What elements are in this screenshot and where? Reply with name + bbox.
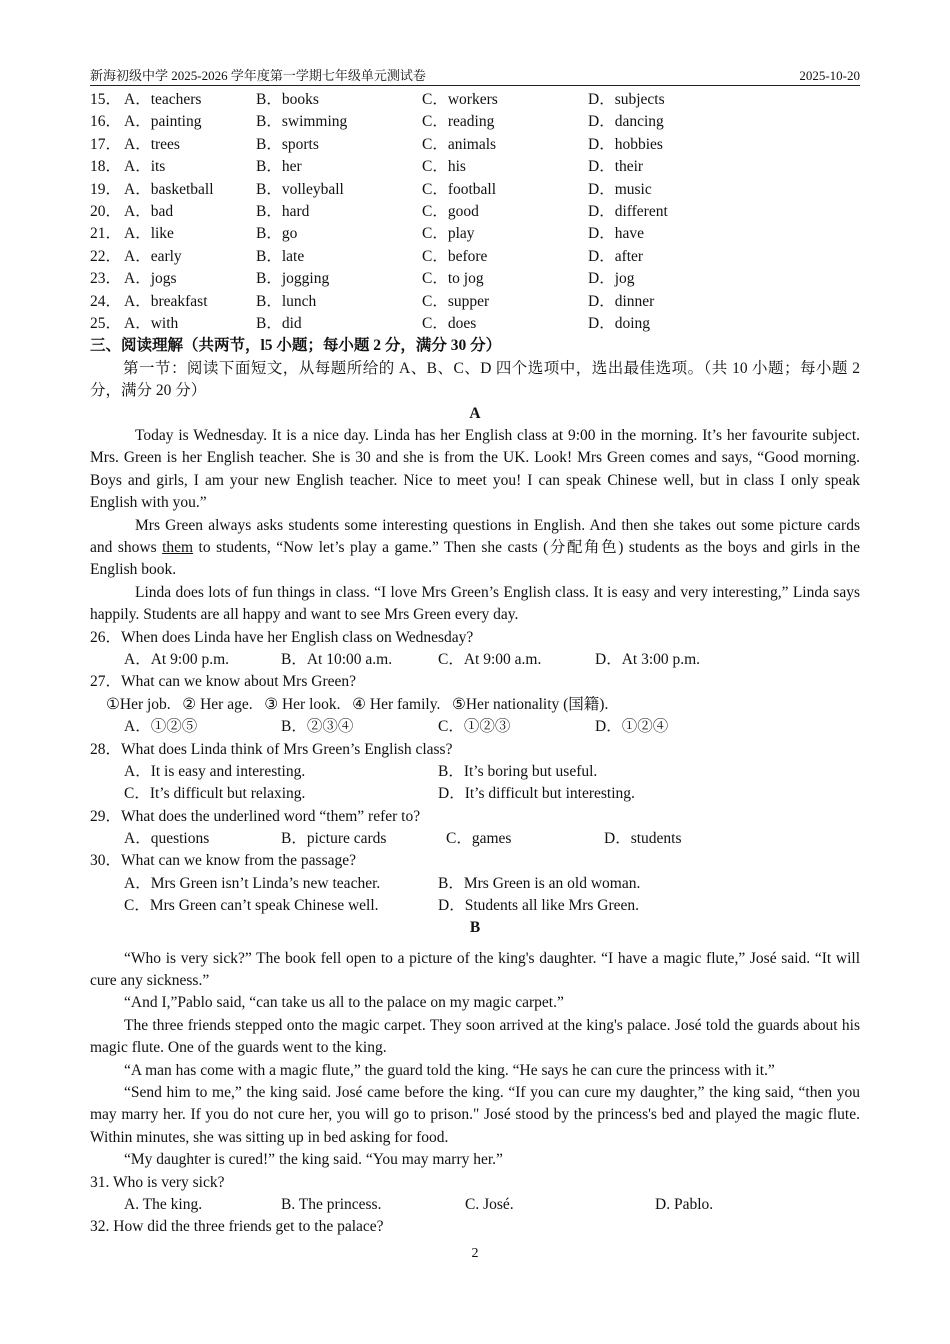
cloze-option-d: D．jog (588, 270, 635, 288)
q31-option-a: A. The king. (124, 1196, 203, 1214)
cloze-option-a: A．teachers (124, 91, 202, 108)
cloze-option-c: C．football (422, 180, 497, 198)
q29-option-a: A．questions (124, 830, 210, 848)
q29-option-c: C．games (446, 830, 512, 848)
question-32-stem: 32. How did the three friends get to the palace? (90, 1218, 384, 1236)
q30-option-c: C．Mrs Green can’t speak Chinese well. (124, 897, 379, 915)
cloze-option-b: B．late (256, 247, 305, 265)
cloze-option-row (90, 111, 860, 133)
q30-option-a: A．Mrs Green isn’t Linda’s new teacher. (124, 874, 381, 892)
question-29-stem: 29．What does the underlined word “them” refer to? (90, 807, 421, 825)
q27-option-c: C．①②③ (438, 718, 511, 736)
question-28-options-row-1 (90, 761, 860, 783)
q28-option-a: A．It is easy and interesting. (124, 762, 306, 780)
question-number: 15． (90, 91, 122, 108)
cloze-option-d: D．dancing (588, 113, 664, 131)
question-26-options (90, 649, 860, 671)
q27-option-a: A．①②⑤ (124, 718, 198, 736)
passage-b-paragraph-6: “My daughter is cured!” the king said. “You may marry her.” (124, 1151, 503, 1169)
cloze-option-b: B．her (256, 158, 302, 176)
question-27-options (90, 716, 860, 738)
cloze-option-a: A．basketball (124, 180, 214, 198)
question-number: 22． (90, 247, 122, 265)
cloze-option-row (90, 156, 860, 178)
cloze-option-row (90, 223, 860, 245)
cloze-option-d: D．have (588, 225, 644, 243)
q26-option-b: B．At 10:00 a.m. (281, 650, 393, 668)
cloze-option-a: A．early (124, 247, 182, 265)
cloze-option-d: D．different (588, 202, 668, 220)
cloze-option-d: D．music (588, 180, 652, 198)
cloze-option-c: C．workers (422, 91, 498, 108)
q30-option-b: B．Mrs Green is an old woman. (438, 874, 641, 892)
header-date: 2025-10-20 (799, 68, 860, 83)
question-number: 18． (90, 158, 122, 176)
q28-option-b: B．It’s boring but useful. (438, 762, 598, 780)
cloze-option-a: A．trees (124, 135, 180, 153)
cloze-option-a: A．breakfast (124, 292, 208, 310)
cloze-option-a: A．bad (124, 202, 174, 220)
q26-option-d: D．At 3:00 p.m. (595, 650, 701, 668)
question-28-options-row-2 (90, 783, 860, 805)
cloze-option-row (90, 246, 860, 268)
passage-a-paragraph-3: Linda does lots of fun things in class. “I love Mrs Green’s English class. It is easy and very interesting,” Linda says happily. Students are all happy and want to see Mrs Green every day. (90, 583, 860, 624)
question-29-options (90, 828, 860, 850)
passage-b-paragraph-2: “And I,”Pablo said, “can take us all to the palace on my magic carpet.” (124, 994, 564, 1012)
question-number: 20． (90, 202, 122, 220)
cloze-option-row (90, 134, 860, 156)
passage-a-label: A (469, 404, 481, 422)
cloze-option-c: C．to jog (422, 270, 484, 288)
cloze-option-b: B．volleyball (256, 180, 344, 198)
q29-option-d: D．students (604, 830, 682, 848)
q31-option-c: C. José. (465, 1196, 514, 1214)
q27-option-b: B．②③④ (281, 718, 354, 736)
cloze-option-d: D．subjects (588, 91, 665, 108)
question-26-stem: 26．When does Linda have her English class on Wednesday? (90, 628, 474, 646)
passage-b-paragraph-1: “Who is very sick?” The book fell open to a picture of the king's daughter. “I have a magic flute,” José said. “It will cure any sickness.” (90, 949, 860, 990)
exam-page (90, 66, 860, 1239)
cloze-options-list (90, 89, 860, 335)
cloze-option-d: D．doing (588, 314, 651, 332)
cloze-option-c: C．supper (422, 292, 490, 310)
question-number: 24． (90, 292, 122, 310)
q28-option-d: D．It’s difficult but interesting. (438, 785, 635, 803)
q31-option-d: D. Pablo. (655, 1196, 714, 1214)
cloze-option-c: C．reading (422, 113, 495, 131)
q28-option-c: C．It’s difficult but relaxing. (124, 785, 306, 803)
question-30-options-row-1 (90, 873, 860, 895)
cloze-option-b: B．sports (256, 135, 319, 153)
q26-option-a: A．At 9:00 p.m. (124, 650, 230, 668)
cloze-option-d: D．their (588, 158, 644, 176)
cloze-option-b: B．go (256, 225, 298, 243)
cloze-option-b: B．books (256, 91, 319, 108)
underlined-word-them: them (162, 538, 194, 556)
question-28-stem: 28．What does Linda think of Mrs Green’s English class? (90, 740, 453, 758)
question-27-stem: 27．What can we know about Mrs Green? (90, 673, 356, 691)
question-number: 16． (90, 113, 122, 131)
passage-b-paragraph-5: “Send him to me,” the king said. José came before the king. “If you can cure my daughter,” the king said, “then you may marry her. If you do not cure her, you will go to prison." José stood by the princess's bed and played the magic flute. Within minutes, she was sitting up in bed asking for food. (90, 1084, 860, 1146)
cloze-option-a: A．its (124, 158, 166, 176)
cloze-option-a: A．like (124, 225, 174, 243)
passage-a-paragraph-1: Today is Wednesday. It is a nice day. Linda has her English class at 9:00 in the morning. It’s her favourite subject. Mrs. Green is her English teacher. She is 30 and she is from the UK. Look! Mrs Green comes and says, “Good morning. Boys and girls, I am your new English teacher. Nice to meet you! I can speak Chinese well, but in class I only speak English with you.” (90, 426, 860, 512)
cloze-option-a: A．jogs (124, 270, 177, 288)
cloze-option-c: C．animals (422, 135, 497, 153)
passage-b-paragraph-4: “A man has come with a magic flute,” the guard told the king. “He says he can cure the princess with it.” (124, 1061, 775, 1079)
section3-title: 三、阅读理解（共两节，l5 小题；每小题 2 分，满分 30 分） (90, 337, 502, 355)
cloze-option-b: B．jogging (256, 270, 330, 288)
cloze-option-b: B．swimming (256, 113, 348, 131)
question-30-options-row-2 (90, 895, 860, 917)
header-school-title: 新海初级中学 2025-2026 学年度第一学期七年级单元测试卷 (90, 68, 426, 83)
question-number: 19． (90, 180, 122, 198)
cloze-option-c: C．good (422, 202, 479, 220)
cloze-option-row (90, 313, 860, 335)
question-number: 25． (90, 314, 122, 332)
q30-option-d: D．Students all like Mrs Green. (438, 897, 640, 915)
cloze-option-a: A．with (124, 314, 179, 332)
page-number: 2 (471, 1246, 479, 1261)
cloze-option-d: D．dinner (588, 292, 655, 310)
question-31-stem: 31. Who is very sick? (90, 1173, 225, 1191)
cloze-option-row (90, 179, 860, 201)
q29-option-b: B．picture cards (281, 830, 387, 848)
q26-option-c: C．At 9:00 a.m. (438, 650, 542, 668)
cloze-option-c: C．his (422, 158, 466, 176)
cloze-option-d: D．after (588, 247, 644, 265)
cloze-option-c: C．does (422, 314, 477, 332)
passage-a-p2-end: to students, “Now let’s play a game.” Then she casts (分配角色) students as the boys and girls in the English book. (90, 538, 860, 579)
cloze-option-a: A．painting (124, 113, 202, 131)
question-30-stem: 30．What can we know from the passage? (90, 852, 356, 870)
question-31-options (90, 1194, 860, 1216)
cloze-option-d: D．hobbies (588, 135, 663, 153)
q27-option-d: D．①②④ (595, 718, 669, 736)
cloze-option-row (90, 201, 860, 223)
cloze-option-b: B．did (256, 314, 302, 332)
cloze-option-c: C．before (422, 247, 488, 265)
passage-a-paragraph-2 (90, 515, 860, 582)
cloze-option-row (90, 268, 860, 290)
section3-instruction: 第一节：阅读下面短文，从每题所给的 A、B、C、D 四个选项中，选出最佳选项。（共 10 小题；每小题 2 分，满分 20 分） (90, 359, 860, 400)
q31-option-b: B. The princess. (281, 1196, 382, 1214)
question-27-items: ①Her job. ② Her age. ③ Her look. ④ Her family. ⑤Her nationality (国籍). (106, 695, 609, 713)
passage-a-p2-start: Mrs Green always asks students some interesting questions in English. And then she takes out some picture cards and shows (90, 516, 860, 556)
question-number: 23． (90, 270, 122, 288)
cloze-option-b: B．hard (256, 202, 310, 220)
cloze-option-row (90, 291, 860, 313)
passage-b-label: B (469, 918, 481, 936)
passage-b-paragraph-3: The three friends stepped onto the magic carpet. They soon arrived at the king's palace. José told the guards about his magic flute. One of the guards went to the king. (90, 1016, 860, 1057)
cloze-option-row (90, 89, 860, 111)
question-number: 17． (90, 135, 122, 153)
cloze-option-c: C．play (422, 225, 475, 243)
page-header (90, 66, 860, 86)
question-number: 21． (90, 225, 122, 243)
cloze-option-b: B．lunch (256, 292, 317, 310)
